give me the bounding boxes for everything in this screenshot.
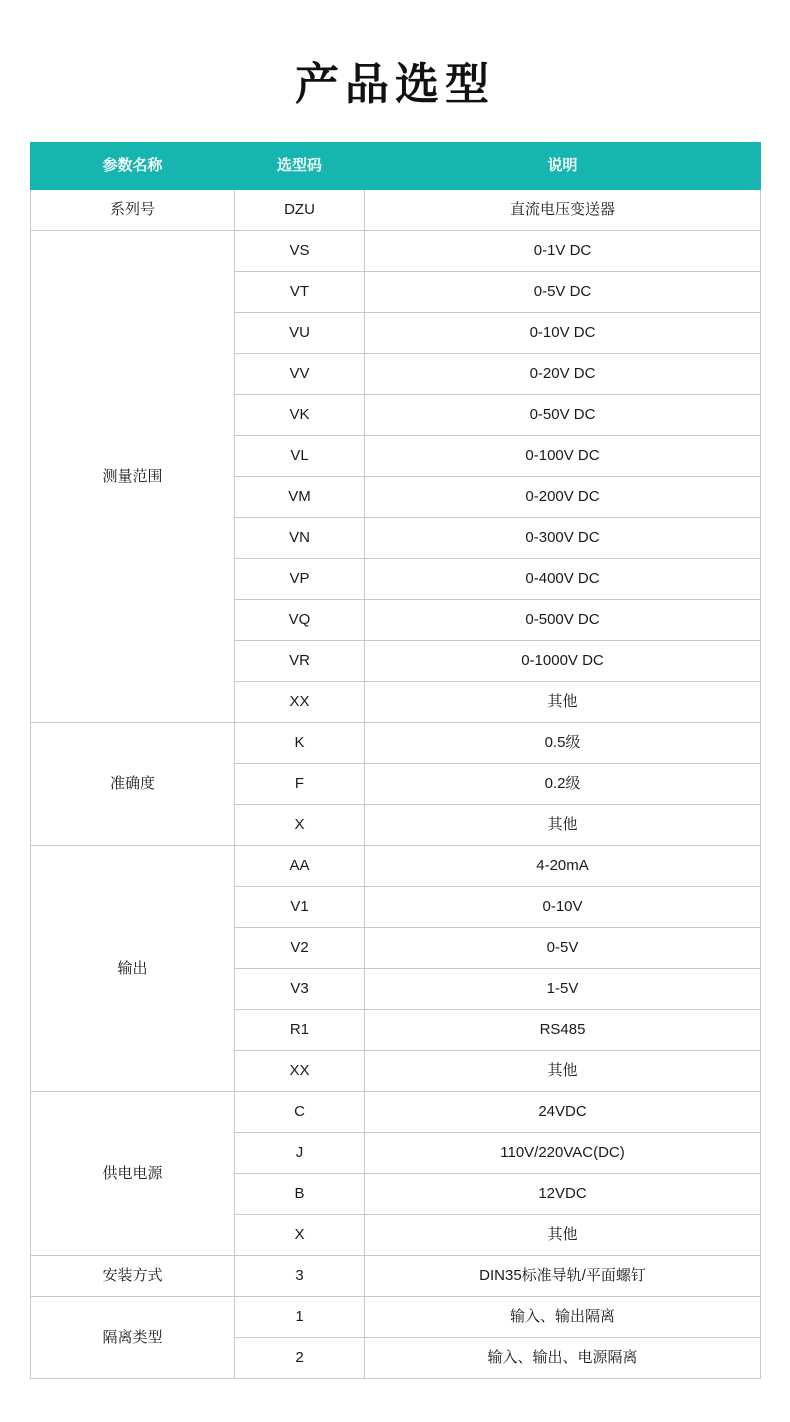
description-cell: 0.2级	[365, 764, 761, 805]
table-body	[31, 190, 761, 1379]
description-cell: 0-10V	[365, 887, 761, 928]
table-row	[31, 1092, 761, 1133]
description-cell: 输入、输出隔离	[365, 1297, 761, 1338]
selection-code-cell: 3	[235, 1256, 365, 1297]
selection-code-cell: VM	[235, 477, 365, 518]
parameter-name-cell: 系列号	[31, 190, 235, 231]
description-cell: 其他	[365, 1051, 761, 1092]
table-row	[31, 1297, 761, 1338]
selection-code-cell: 2	[235, 1338, 365, 1379]
description-cell: 0-100V DC	[365, 436, 761, 477]
column-header-description: 说明	[365, 143, 761, 190]
description-cell: 其他	[365, 805, 761, 846]
table-row	[31, 846, 761, 887]
selection-code-cell: X	[235, 1215, 365, 1256]
description-cell: 0-1V DC	[365, 231, 761, 272]
parameter-name-cell: 安装方式	[31, 1256, 235, 1297]
parameter-name-cell: 供电电源	[31, 1092, 235, 1256]
selection-code-cell: V3	[235, 969, 365, 1010]
description-cell: 其他	[365, 682, 761, 723]
description-cell: RS485	[365, 1010, 761, 1051]
description-cell: 1-5V	[365, 969, 761, 1010]
description-cell: 4-20mA	[365, 846, 761, 887]
selection-code-cell: VT	[235, 272, 365, 313]
description-cell: 110V/220VAC(DC)	[365, 1133, 761, 1174]
selection-code-cell: VQ	[235, 600, 365, 641]
selection-code-cell: VV	[235, 354, 365, 395]
selection-code-cell: VP	[235, 559, 365, 600]
description-cell: DIN35标准导轨/平面螺钉	[365, 1256, 761, 1297]
table-row	[31, 231, 761, 272]
description-cell: 0-300V DC	[365, 518, 761, 559]
selection-code-cell: V2	[235, 928, 365, 969]
parameter-name-cell: 输出	[31, 846, 235, 1092]
description-cell: 0-5V	[365, 928, 761, 969]
selection-code-cell: VU	[235, 313, 365, 354]
selection-code-cell: B	[235, 1174, 365, 1215]
selection-code-cell: C	[235, 1092, 365, 1133]
selection-code-cell: X	[235, 805, 365, 846]
description-cell: 直流电压变送器	[365, 190, 761, 231]
description-cell: 12VDC	[365, 1174, 761, 1215]
selection-code-cell: VN	[235, 518, 365, 559]
selection-code-cell: V1	[235, 887, 365, 928]
description-cell: 0-1000V DC	[365, 641, 761, 682]
column-header-parameter-name: 参数名称	[31, 143, 235, 190]
selection-code-cell: F	[235, 764, 365, 805]
selection-code-cell: AA	[235, 846, 365, 887]
description-cell: 24VDC	[365, 1092, 761, 1133]
table-header-row	[31, 143, 761, 190]
parameter-name-cell: 隔离类型	[31, 1297, 235, 1379]
table-header	[31, 143, 761, 190]
selection-code-cell: J	[235, 1133, 365, 1174]
table-row	[31, 1256, 761, 1297]
selection-code-cell: DZU	[235, 190, 365, 231]
description-cell: 0-20V DC	[365, 354, 761, 395]
parameter-name-cell: 测量范围	[31, 231, 235, 723]
description-cell: 0-500V DC	[365, 600, 761, 641]
description-cell: 0-200V DC	[365, 477, 761, 518]
description-cell: 0-400V DC	[365, 559, 761, 600]
description-cell: 输入、输出、电源隔离	[365, 1338, 761, 1379]
description-cell: 0-5V DC	[365, 272, 761, 313]
selection-code-cell: 1	[235, 1297, 365, 1338]
table-row	[31, 723, 761, 764]
parameter-name-cell: 准确度	[31, 723, 235, 846]
selection-code-cell: XX	[235, 682, 365, 723]
selection-code-cell: VL	[235, 436, 365, 477]
selection-code-cell: VS	[235, 231, 365, 272]
selection-code-cell: R1	[235, 1010, 365, 1051]
description-cell: 其他	[365, 1215, 761, 1256]
column-header-selection-code: 选型码	[235, 143, 365, 190]
description-cell: 0.5级	[365, 723, 761, 764]
page-title: 产品选型	[295, 60, 495, 109]
selection-code-cell: K	[235, 723, 365, 764]
table-row	[31, 190, 761, 231]
selection-code-cell: VR	[235, 641, 365, 682]
selection-code-cell: XX	[235, 1051, 365, 1092]
selection-table-wrapper	[0, 142, 790, 1379]
description-cell: 0-50V DC	[365, 395, 761, 436]
selection-code-cell: VK	[235, 395, 365, 436]
product-selection-table	[30, 142, 761, 1379]
description-cell: 0-10V DC	[365, 313, 761, 354]
